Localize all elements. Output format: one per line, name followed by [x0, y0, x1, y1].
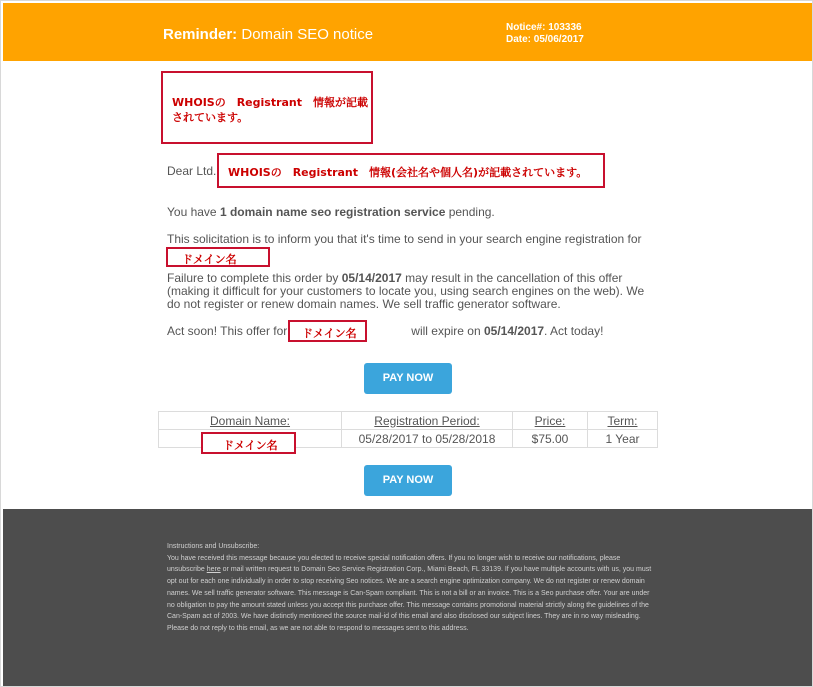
- act-soon-paragraph: Act soon! This offer for will expire on 05/14/2017. Act today!: [167, 324, 604, 338]
- column-price: Price:: [513, 412, 588, 430]
- notice-number: Notice#: 103336: [506, 22, 582, 33]
- notice-info: [506, 22, 584, 46]
- solicitation-paragraph: This solicitation is to inform you that it's time to send in your search engine registration for: [167, 232, 642, 246]
- table-header-row: [159, 412, 658, 430]
- email-subject: Reminder: Domain SEO notice: [163, 26, 374, 43]
- column-term: Term:: [588, 412, 658, 430]
- footer-text: [167, 541, 652, 635]
- unsubscribe-link[interactable]: here: [206, 566, 221, 574]
- cell-price: $75.00: [513, 430, 588, 448]
- footer-heading: Instructions and Unsubscribe:: [167, 543, 260, 550]
- pending-paragraph: You have 1 domain name seo registration service pending.: [167, 205, 495, 219]
- pay-now-button[interactable]: PAY NOW: [364, 465, 452, 496]
- cell-period: 05/28/2017 to 05/28/2018: [342, 430, 513, 448]
- notice-date: Date: 05/06/2017: [506, 34, 584, 45]
- column-domain-name: Domain Name:: [159, 412, 342, 430]
- salutation: Dear Ltd.: [167, 164, 217, 178]
- domain-annotation-box: ドメイン名: [288, 320, 367, 342]
- domain-annotation-box: ドメイン名: [201, 432, 296, 454]
- whois-annotation-box: WHOISの Registrant 情報が記載 されています。: [161, 71, 373, 144]
- cell-term: 1 Year: [588, 430, 658, 448]
- pay-now-button[interactable]: PAY NOW: [364, 363, 452, 394]
- registrant-annotation-box: WHOISの Registrant 情報(会社名や個人名)が記載されています。: [217, 153, 605, 188]
- footer-body: You have received this message because you elected to receive special notification offers. If you no longer wish to receive our notifications, please unsubscribe here or mail written request to Domain Seo Service Registration Corp., Miami Beach, FL 33139. If you have multiple accounts with us, you must opt out for each one individually in order to stop receiving Seo notices. We are a search engine optimization company. We do not register or renew domain names. We sell traffic generator software. This message is Can-Spam compliant. This is not a bill or an invoice. This is a Seo purchase offer. Your are under no obligation to pay the amount stated unless you accept this purchase offer. This message contains promotional material strictly along the guidelines of the Can-Spam act of 2003. We have distinctly mentioned the source mail-id of this email and also disclosed our subject lines. They are in no way misleading. Please do not reply to this email, as we are not able to respond to messages sent to this address.: [167, 554, 652, 632]
- failure-paragraph: Failure to complete this order by 05/14/2017 may result in the cancellation of this offer (making it difficult for your customers to locate you, using search engines on the web). We do not register or renew domain names. We sell traffic generator software.: [167, 271, 645, 311]
- email-header: [3, 3, 812, 61]
- column-registration-period: Registration Period:: [342, 412, 513, 430]
- domain-annotation-box: ドメイン名: [166, 247, 270, 267]
